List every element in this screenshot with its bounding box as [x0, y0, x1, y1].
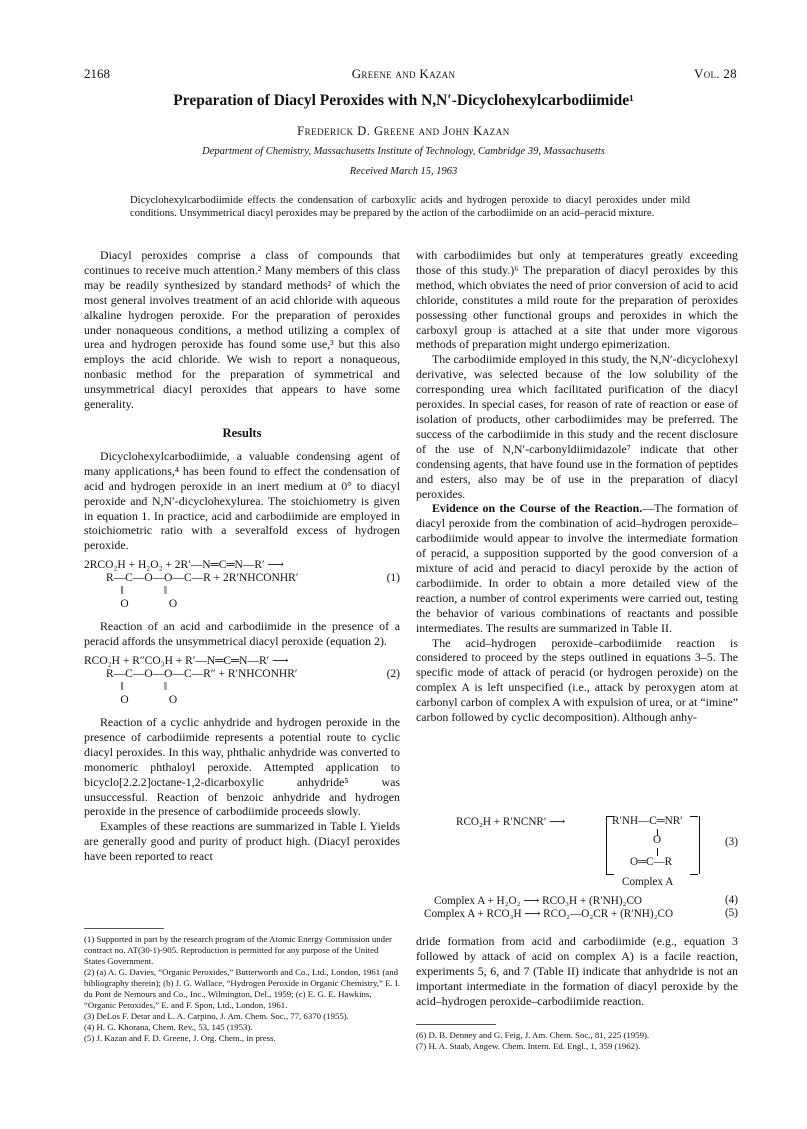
equation-3-reactants: RCO₂H + R′NCNR′ ⟶ — [456, 816, 566, 828]
bond-line-2 — [657, 848, 658, 856]
results-paragraph-4: Examples of these reactions are summarized in Table I. Yields are generally good and purity of product high. (Diacyl peroxides have been reported to react — [84, 819, 400, 864]
equation-3-number: (3) — [724, 836, 738, 848]
right-paragraph-2: The carbodiimide employed in this study, the N,N′-dicyclohexyl derivative, was selected because of the low solubility of the corresponding urea which facilitated purification of the diacyl peroxides. In special cases, for reason of rate of reaction or ease of isolation of products, other carbodiimides may be preferred. The success of the carbodiimide in this study and the recent disclosure of the use of N,N′-carbonyldiimidazole⁷ indicate that other condensing agents, that have found use in the formation of peptides and esters, also may be of use in the preparation of diacyl peroxides. — [416, 352, 738, 501]
equation-2-number: (2) — [386, 668, 400, 681]
equation-4-number: (4) — [724, 894, 738, 906]
article-title: Preparation of Diacyl Peroxides with N,N′-Dicyclohexylcarbodiimide¹ — [173, 92, 634, 109]
footnote-5: (5) J. Kazan and F. D. Greene, J. Org. Chem., in press. — [84, 1033, 276, 1043]
footnotes-right — [416, 1030, 738, 1052]
footnote-rule-left — [84, 928, 164, 929]
complex-a-top: R′NH—C═NR′ — [612, 815, 683, 827]
equation-2-reactants: RCO₂H + R″CO₃H + R′—N═C═N—R′ ⟶ — [84, 655, 289, 668]
evidence-heading: Evidence on the Course of the Reaction. — [432, 501, 643, 516]
complex-a-oxygen: O — [653, 834, 662, 846]
footnote-rule-right — [416, 1024, 496, 1025]
equation-1-carbonyls: ‖ ‖ O O — [120, 585, 178, 611]
equation-2 — [84, 655, 400, 707]
left-column — [84, 248, 400, 864]
bracket-tick-tr — [690, 816, 698, 817]
complex-a-caption: Complex A — [622, 876, 674, 888]
intro-paragraph: Diacyl peroxides comprise a class of compounds that continues to receive much attention.² Many members of this class may be readily synthesized by standard methods² of which the most general involves treatment of an acid chloride with aqueous alkaline hydrogen peroxide. For the preparation of peroxides under nonaqueous conditions, a method utilizing a complex of urea and hydrogen peroxide has found some use,³ but this also employs the acid chloride. We wish to report a nonaqueous, nonbasic method for the preparation of symmetrical and unsymmetrical diacyl peroxides that appears to have some generality. — [84, 248, 400, 412]
footnote-4: (4) H. G. Khorana, Chem. Rev., 53, 145 (1953). — [84, 1022, 253, 1032]
complex-a-bottom: O═C—R — [630, 856, 673, 868]
footnote-7: (7) H. A. Staab, Angew. Chem. Intern. Ed. Engl., 1, 359 (1962). — [416, 1041, 641, 1051]
equation-4: Complex A + H₂O₂ ⟶ RCO₃H + (R′NH)₂CO — [434, 895, 642, 907]
results-paragraph-1: Dicyclohexylcarbodiimide, a valuable condensing agent of many applications,⁴ has been found to effect the condensation of acid and hydrogen peroxide in an inert medium at 0° to diacyl peroxide and N,N′-dicyclohexylurea. The stoichiometry is given in equation 1. In practice, acid and carbodiimide are employed in stoichiometric ratio with a severalfold excess of hydrogen peroxide. — [84, 448, 400, 553]
footnote-1: (1) Supported in part by the research program of the Atomic Energy Commission under contract no. AT(30-1)-905. Reproduction is permitted for any purpose of the United States Government. — [84, 934, 392, 966]
right-paragraph-3 — [416, 501, 738, 635]
equation-2-carbonyls: ‖ ‖ O O — [120, 681, 178, 707]
article-authors: Frederick D. Greene and John Kazan — [297, 124, 510, 138]
footnote-3: (3) DeLos F. Detar and L. A. Carpino, J. Am. Chem. Soc., 77, 6370 (1955). — [84, 1011, 349, 1021]
equation-5: Complex A + RCO₃H ⟶ RCO₂—O₂CR + (R′NH)₂CO — [424, 908, 674, 920]
article-affiliation: Department of Chemistry, Massachusetts Institute of Technology, Cambridge 39, Massachusetts — [202, 146, 605, 157]
bracket-tick-br — [690, 874, 698, 875]
bracket-tick-bl — [606, 874, 614, 875]
volume-label: Vol. 28 — [694, 66, 737, 81]
article-abstract: Dicyclohexylcarbodiimide effects the condensation of carboxylic acids and hydrogen peroxide to diacyl peroxides under mild conditions. Unsymmetrical diacyl peroxides may be prepared by the action of the carbodiimide on an acid–peracid mixture. — [130, 195, 690, 219]
right-paragraph-4: The acid–hydrogen peroxide–carbodiimide reaction is considered to proceed by the steps outlined in equations 3–5. The specific mode of attack of peracid (or hydrogen peroxide) on the complex A is left unspecified (i.e., attack by peroxygen atom at carbonyl carbon of complex A with expulsion of urea, or at “imine” carbon followed by cyclic decomposition). Although anhy- — [416, 635, 738, 725]
footnote-2: (2) (a) A. G. Davies, “Organic Peroxides,” Butterworth and Co., Ltd., London, 1961 (and bibliography therein); (b) J. G. Wallace, “Hydrogen Peroxide in Organic Chemistry,” E. I. du Pont de Nemours and Co., Inc., Wilmington, Del., 1959; (c) E. G. E. Hawkins, “Organic Peroxides,” E. and F. Spon, Ltd., London, 1961. — [84, 967, 400, 1010]
right-paragraph-1: with carbodiimides but only at temperatures greatly exceeding those of this study.)⁶ The preparation of diacyl peroxides by this method, which obviates the need of prior conversion of acid to acid chloride, constitutes a mild route for the preparation of peroxides possessing other functional groups and peroxides in which the carboxyl group is attached at a site that under more vigorous methods of preparation might undergo epimerization. — [416, 248, 738, 352]
evidence-text: —The formation of diacyl peroxide from the combination of acid–hydrogen peroxide–carbodiimide would appear to involve the intermediate formation of peracid, a supposition supported by the good conversion of a mixture of acid and peracid to diacyl peroxide by the action of carbodiimide. In order to obtain a more detailed view of the reaction, a number of control experiments were carried out, testing the behavior of various combinations of reactants and possible intermediates. The results are summarized in Table II. — [416, 501, 738, 635]
equation-1-reactants: 2RCO₂H + H₂O₂ + 2R′—N═C═N—R′ ⟶ — [84, 559, 284, 572]
results-paragraph-3: Reaction of a cyclic anhydride and hydrogen peroxide in the presence of carbodiimide represents a potential route to cyclic diacyl peroxides. In this way, phthalic anhydride was converted to monomeric phthaloyl peroxide. Attempted application to bicyclo[2.2.2]octane-1,2-dicarboxylic anhydride⁵ was unsuccessful. Reaction of benzoic anhydride and hydrogen peroxide in the presence of carbodiimide proceeds slowly. — [84, 715, 400, 819]
results-heading: Results — [222, 425, 262, 440]
equation-1-number: (1) — [386, 572, 400, 585]
received-date: Received March 15, 1963 — [349, 166, 458, 177]
equation-1-products: R—C—O—O—C—R + 2R′NHCONHR′ — [106, 572, 299, 585]
equation-2-products: R—C—O—O—C—R″ + R′NHCONHR′ — [106, 668, 298, 681]
footnote-6: (6) D. B. Denney and G. Feig, J. Am. Chem. Soc., 81, 225 (1959). — [416, 1030, 650, 1040]
footnotes-left — [84, 934, 400, 1044]
right-paragraph-5: dride formation from acid and carbodiimide (e.g., equation 3 followed by attack of acid on complex A) is a facile reaction, experiments 5, 6, and 7 (Table II) indicate that anhydride is not an important intermediate in the formation of diacyl peroxide by the acid–hydrogen peroxide–carbodiimide reaction. — [416, 934, 738, 1008]
equation-5-number: (5) — [724, 907, 738, 919]
right-column — [416, 248, 738, 725]
running-title: Greene and Kazan — [351, 66, 456, 81]
page-number: 2168 — [84, 66, 110, 81]
right-column-lower — [416, 934, 738, 1009]
equation-1 — [84, 559, 400, 611]
reaction-scheme — [416, 812, 738, 922]
results-paragraph-2: Reaction of an acid and carbodiimide in the presence of a peracid affords the unsymmetrical diacyl peroxide (equation 2). — [84, 619, 400, 649]
